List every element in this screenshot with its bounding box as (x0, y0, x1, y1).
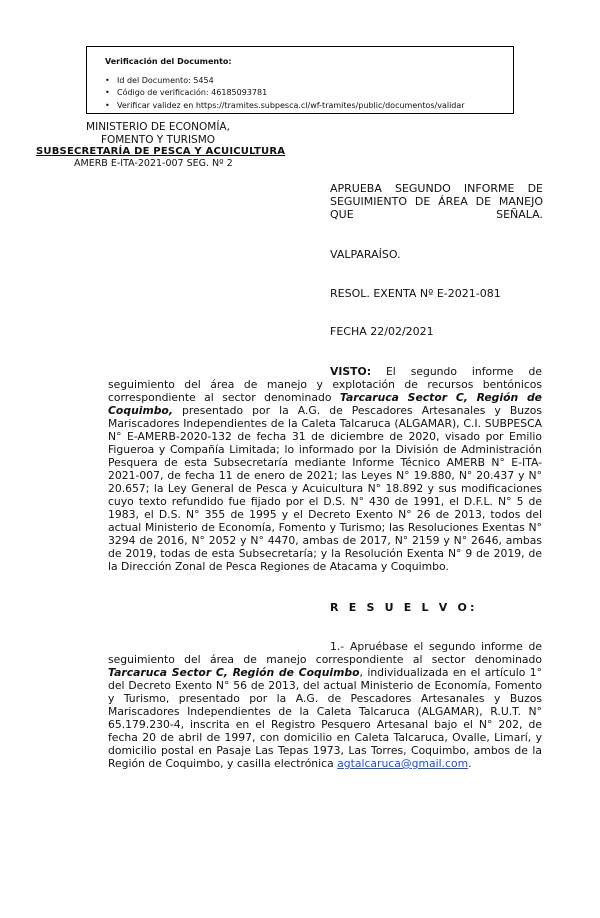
verification-code: • Código de verificación: 46185093781 (105, 87, 513, 100)
resuelvo-text-2: , individualizada en el artículo 1° del Decreto Exento N° 56 de 2013, del actual Ministerio de Economía, Fomento y Turismo, presentado por la A.G. de Pescadores Artesanales y Buzos Mariscadores Independientes de la Caleta Talcaruca (ALGAMAR), R.U.T. N° 65.179.230-4, inscrita en el Registro Pesquero Artesanal bajo el N° 202, de fecha 20 de abril de 1997, con domicilio en Caleta Talcaruca, Ovalle, Limarí, y domicilio postal en Pasaje Las Tepas 1973, Las Torres, Coquimbo, ambos de la Región de Coquimbo, y casilla electrónica (108, 666, 542, 770)
visto-text-2: presentado por la A.G. de Pescadores Artesanales y Buzos Mariscadores Independientes de la Caleta Talcaruca (ALGAMAR), C.I. SUBPESCA N° E-AMERB-2020-132 de fecha 31 de diciembre de 2020, visado por Emilio Figueroa y Compañía Limitada; lo informado por la División de Administración Pesquera de esta Subsecretaría mediante Informe Técnico AMERB N° E-ITA-2021-007, de fecha 11 de enero de 2021; las Leyes N° 19.880, N° 20.437 y N° 20.657; la Ley General de Pesca y Acuicultura N° 18.892 y sus modificaciones cuyo texto refundido fue fijado por el D.S. N° 430 de 1991, el D.F.L. N° 5 de 1983, el D.S. N° 355 de 1995 y el Decreto Exento N° 26 de 2013, todos del actual Ministerio de Economía, Fomento y Turismo; las Resoluciones Exentas N° 3294 de 2016, N° 2052 y N° 4470, ambas de 2017, N° 2159 y N° 2646, ambas de 2019, todas de esta Subsecretaría; y la Resolución Exenta N° 9 de 2019, de la Dirección Zonal de Pesca Regiones de Atacama y Coquimbo. (108, 404, 542, 573)
verification-title: Verificación del Documento: (105, 57, 232, 66)
resuelvo-paragraph-1 (108, 640, 542, 770)
resolution-summary: APRUEBA SEGUNDO INFORME DE SEGUIMIENTO DE ÁREA DE MANEJO QUE SEÑALA. (330, 182, 543, 221)
ministry-line-1: MINISTERIO DE ECONOMÍA, (86, 121, 230, 133)
document-reference: AMERB E-ITA-2021-007 SEG. Nº 2 (74, 158, 233, 169)
visto-sector-name: Tarcaruca Sector C, Región de Coquimbo, (108, 391, 542, 417)
resuelvo-text-1: 1.- Apruébase el segundo informe de seguimiento del área de manejo correspondiente al sector denominado (108, 640, 542, 666)
verification-box (86, 46, 514, 114)
document-id: • Id del Documento: 5454 (105, 75, 513, 88)
resuelvo-text-3: . (468, 757, 472, 770)
ministry-name (36, 121, 280, 147)
subsecretaria-name: SUBSECRETARÍA DE PESCA Y ACUICULTURA (36, 146, 286, 157)
email-link[interactable]: agtalcaruca@gmail.com (337, 757, 469, 770)
resolution-date: FECHA 22/02/2021 (330, 325, 434, 338)
resuelvo-heading: R E S U E L V O: (330, 601, 478, 614)
place-name: VALPARAÍSO. (330, 248, 401, 261)
resuelvo-sector-name: Tarcaruca Sector C, Región de Coquimbo (108, 666, 360, 679)
verification-list (105, 75, 513, 113)
visto-label: VISTO: (330, 365, 372, 378)
visto-text-1: El segundo informe de seguimiento del área de manejo y explotación de recursos bentónicos correspondiente al sector denominado (108, 365, 542, 404)
verify-link[interactable]: • Verificar validez en https://tramites.subpesca.cl/wf-tramites/public/documentos/validar (105, 100, 513, 113)
visto-paragraph (108, 365, 542, 573)
resolution-number: RESOL. EXENTA Nº E-2021-081 (330, 287, 501, 300)
ministry-line-2: FOMENTO Y TURISMO (100, 134, 216, 146)
